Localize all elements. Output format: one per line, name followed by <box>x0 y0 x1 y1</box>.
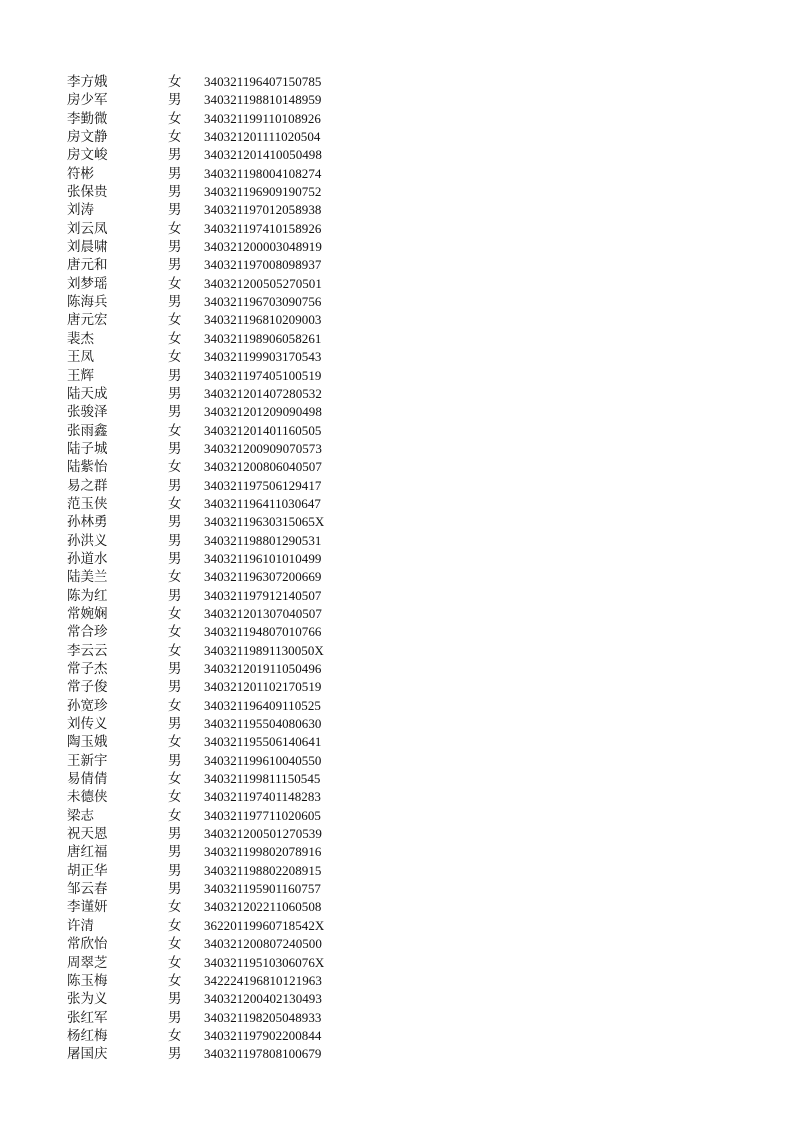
person-gender: 女 <box>168 697 182 714</box>
person-gender: 男 <box>168 92 182 109</box>
person-id-number: 340321197008098937 <box>204 257 322 273</box>
roster-row <box>67 1045 367 1063</box>
person-id-number: 340321197808100679 <box>204 1046 322 1062</box>
person-name: 常合珍 <box>67 624 108 641</box>
roster-row <box>67 788 367 806</box>
roster-row <box>67 733 367 751</box>
person-id-number: 340321201307040507 <box>204 605 322 621</box>
person-name: 李方娥 <box>67 74 108 90</box>
person-name: 未德侠 <box>67 789 108 806</box>
person-gender: 女 <box>168 422 182 439</box>
person-gender: 女 <box>168 129 182 146</box>
person-gender: 女 <box>168 624 182 641</box>
person-gender: 女 <box>168 1027 182 1044</box>
person-name: 王新宇 <box>67 752 108 769</box>
roster-row <box>67 843 367 861</box>
person-id-number: 34032119891130050X <box>204 642 324 658</box>
person-name: 张雨鑫 <box>67 422 108 439</box>
roster-row <box>67 458 367 476</box>
person-id-number: 340321197410158926 <box>204 220 322 236</box>
person-id-number: 34032119510306076X <box>204 954 325 970</box>
person-gender: 男 <box>168 844 182 861</box>
person-id-number: 340321201407280532 <box>204 385 322 401</box>
roster-row <box>67 1027 367 1045</box>
person-id-number: 340321199811150545 <box>204 771 321 787</box>
person-name: 陆美兰 <box>67 569 108 586</box>
person-name: 唐元宏 <box>67 312 108 329</box>
person-gender: 男 <box>168 440 182 457</box>
person-id-number: 340321198801290531 <box>204 532 322 548</box>
person-id-number: 340321198906058261 <box>204 330 322 346</box>
person-gender: 女 <box>168 110 182 127</box>
person-gender: 女 <box>168 936 182 953</box>
person-id-number: 340321195506140641 <box>204 734 322 750</box>
person-gender: 女 <box>168 734 182 751</box>
roster-row <box>67 385 367 403</box>
roster-row <box>67 532 367 550</box>
person-gender: 男 <box>168 1046 182 1063</box>
person-id-number: 340321201102170519 <box>204 679 322 695</box>
person-gender: 女 <box>168 330 182 347</box>
person-id-number: 340321195901160757 <box>204 881 321 897</box>
roster-row <box>67 128 367 146</box>
person-id-number: 340321198004108274 <box>204 165 322 181</box>
person-gender: 女 <box>168 642 182 659</box>
person-gender: 男 <box>168 257 182 274</box>
person-name: 常子杰 <box>67 661 108 677</box>
roster-row <box>67 311 367 329</box>
person-gender: 男 <box>168 881 182 898</box>
roster-row <box>67 220 367 238</box>
person-gender: 女 <box>168 275 182 292</box>
person-gender: 男 <box>168 1009 182 1026</box>
person-gender: 男 <box>168 587 182 604</box>
roster-row <box>67 146 367 164</box>
person-id-number: 340321202211060508 <box>204 899 322 915</box>
person-id-number: 340321196810209003 <box>204 312 322 328</box>
person-name: 易倩倩 <box>67 771 108 788</box>
person-gender: 女 <box>168 771 182 788</box>
person-gender: 男 <box>168 991 182 1008</box>
person-name: 梁志 <box>67 807 94 824</box>
person-name: 常欣怡 <box>67 936 108 953</box>
person-id-number: 340321197401148283 <box>204 789 321 805</box>
person-id-number: 340321197405100519 <box>204 367 322 383</box>
person-gender: 男 <box>168 826 182 843</box>
person-name: 王凤 <box>67 349 94 366</box>
person-gender: 男 <box>168 367 182 384</box>
person-gender: 男 <box>168 404 182 421</box>
person-id-number: 340321200909070573 <box>204 440 322 456</box>
person-gender: 男 <box>168 477 182 494</box>
person-name: 张为义 <box>67 991 108 1008</box>
person-name: 张骏泽 <box>67 404 108 421</box>
roster-row <box>67 367 367 385</box>
person-name: 房文静 <box>67 129 108 146</box>
person-name: 李勤微 <box>67 110 108 127</box>
person-id-number: 340321197711020605 <box>204 807 321 823</box>
person-id-number: 340321199802078916 <box>204 844 322 860</box>
person-id-number: 340321194807010766 <box>204 624 322 640</box>
person-gender: 男 <box>168 550 182 567</box>
person-id-number: 340321201209090498 <box>204 404 322 420</box>
person-name: 陆天成 <box>67 385 108 402</box>
roster-row <box>67 678 367 696</box>
person-id-number: 340321196409110525 <box>204 697 321 713</box>
person-id-number: 340321196411030647 <box>204 495 321 511</box>
person-id-number: 36220119960718542X <box>204 917 325 933</box>
person-gender: 男 <box>168 239 182 256</box>
roster-row <box>67 623 367 641</box>
roster-row <box>67 73 367 91</box>
person-gender: 男 <box>168 679 182 696</box>
roster-row <box>67 550 367 568</box>
roster-row <box>67 972 367 990</box>
person-name: 陶玉娥 <box>67 734 108 751</box>
person-id-number: 342224196810121963 <box>204 972 322 988</box>
person-gender: 男 <box>168 862 182 879</box>
person-gender: 男 <box>168 514 182 531</box>
person-id-number: 34032119630315065X <box>204 514 325 530</box>
roster-row <box>67 954 367 972</box>
person-id-number: 340321196703090756 <box>204 294 322 310</box>
person-id-number: 340321197912140507 <box>204 587 322 603</box>
person-name: 邹云春 <box>67 881 108 898</box>
roster-row <box>67 238 367 256</box>
person-gender: 男 <box>168 385 182 402</box>
roster-row <box>67 917 367 935</box>
roster-list <box>67 73 367 1064</box>
person-name: 房少军 <box>67 92 108 109</box>
person-id-number: 340321198802208915 <box>204 862 322 878</box>
person-gender: 男 <box>168 147 182 164</box>
roster-row <box>67 477 367 495</box>
person-gender: 女 <box>168 220 182 237</box>
person-id-number: 340321200402130493 <box>204 991 322 1007</box>
person-id-number: 340321200003048919 <box>204 239 322 255</box>
person-gender: 男 <box>168 661 182 677</box>
person-name: 张红军 <box>67 1009 108 1026</box>
roster-row <box>67 165 367 183</box>
person-id-number: 340321200501270539 <box>204 826 322 842</box>
person-id-number: 340321199610040550 <box>204 752 322 768</box>
person-id-number: 340321198810148959 <box>204 92 322 108</box>
person-id-number: 340321200807240500 <box>204 936 322 952</box>
person-gender: 女 <box>168 605 182 622</box>
roster-row <box>67 403 367 421</box>
roster-row <box>67 422 367 440</box>
person-name: 祝天恩 <box>67 826 108 843</box>
person-name: 周翠芝 <box>67 954 108 971</box>
person-name: 张保贵 <box>67 184 108 201</box>
person-id-number: 340321200505270501 <box>204 275 322 291</box>
person-gender: 女 <box>168 972 182 989</box>
roster-row <box>67 348 367 366</box>
person-name: 常子俊 <box>67 679 108 696</box>
person-name: 刘云凤 <box>67 220 108 237</box>
person-name: 许清 <box>67 917 94 934</box>
person-gender: 男 <box>168 165 182 182</box>
person-id-number: 340321201401160505 <box>204 422 322 438</box>
roster-row <box>67 91 367 109</box>
person-id-number: 340321201111020504 <box>204 129 321 145</box>
person-name: 孙宽珍 <box>67 697 108 714</box>
person-name: 王辉 <box>67 367 94 384</box>
person-name: 胡正华 <box>67 862 108 879</box>
person-name: 刘传义 <box>67 716 108 733</box>
person-id-number: 340321196101010499 <box>204 550 322 566</box>
roster-row <box>67 495 367 513</box>
person-name: 陈海兵 <box>67 294 108 311</box>
person-name: 刘梦瑶 <box>67 275 108 292</box>
person-id-number: 340321197012058938 <box>204 202 322 218</box>
roster-row <box>67 1009 367 1027</box>
roster-row <box>67 880 367 898</box>
person-name: 刘晨啸 <box>67 239 108 256</box>
person-id-number: 340321201911050496 <box>204 661 322 676</box>
person-name: 易之群 <box>67 477 108 494</box>
person-gender: 女 <box>168 569 182 586</box>
roster-row <box>67 201 367 219</box>
roster-row <box>67 587 367 605</box>
person-gender: 女 <box>168 954 182 971</box>
roster-row <box>67 807 367 825</box>
person-gender: 男 <box>168 532 182 549</box>
person-gender: 男 <box>168 184 182 201</box>
person-name: 房文峻 <box>67 147 108 164</box>
roster-row <box>67 862 367 880</box>
person-id-number: 340321196407150785 <box>204 74 322 89</box>
person-id-number: 340321199903170543 <box>204 349 322 365</box>
roster-row <box>67 697 367 715</box>
roster-row <box>67 110 367 128</box>
person-id-number: 340321197902200844 <box>204 1027 322 1043</box>
person-gender: 男 <box>168 716 182 733</box>
roster-row <box>67 715 367 733</box>
person-id-number: 340321199110108926 <box>204 110 321 126</box>
person-id-number: 340321195504080630 <box>204 716 322 732</box>
roster-row <box>67 752 367 770</box>
roster-row <box>67 825 367 843</box>
roster-row <box>67 513 367 531</box>
person-name: 唐红福 <box>67 844 108 861</box>
roster-row <box>67 605 367 623</box>
roster-row <box>67 440 367 458</box>
person-name: 陈玉梅 <box>67 972 108 989</box>
person-gender: 男 <box>168 294 182 311</box>
person-gender: 男 <box>168 752 182 769</box>
person-gender: 女 <box>168 459 182 476</box>
person-name: 唐元和 <box>67 257 108 274</box>
person-name: 范玉侠 <box>67 495 108 512</box>
roster-row <box>67 770 367 788</box>
person-name: 刘涛 <box>67 202 94 219</box>
person-id-number: 340321196307200669 <box>204 569 322 585</box>
person-id-number: 340321201410050498 <box>204 147 322 163</box>
person-gender: 女 <box>168 917 182 934</box>
person-name: 屠国庆 <box>67 1046 108 1063</box>
roster-row <box>67 660 367 678</box>
person-name: 常婉娴 <box>67 605 108 622</box>
person-id-number: 340321196909190752 <box>204 184 322 200</box>
person-gender: 女 <box>168 74 182 90</box>
roster-row <box>67 330 367 348</box>
person-name: 陆紫怡 <box>67 459 108 476</box>
roster-row <box>67 990 367 1008</box>
roster-row <box>67 256 367 274</box>
person-gender: 女 <box>168 899 182 916</box>
person-gender: 男 <box>168 202 182 219</box>
person-name: 符彬 <box>67 165 94 182</box>
roster-row <box>67 275 367 293</box>
roster-row <box>67 898 367 916</box>
person-name: 李云云 <box>67 642 108 659</box>
person-name: 陈为红 <box>67 587 108 604</box>
roster-row <box>67 642 367 660</box>
roster-row <box>67 568 367 586</box>
person-name: 孙道水 <box>67 550 108 567</box>
person-name: 李谨妍 <box>67 899 108 916</box>
person-id-number: 340321197506129417 <box>204 477 322 493</box>
person-name: 陆子城 <box>67 440 108 457</box>
person-id-number: 340321198205048933 <box>204 1009 322 1025</box>
person-id-number: 340321200806040507 <box>204 459 322 475</box>
person-gender: 女 <box>168 349 182 366</box>
person-name: 裴杰 <box>67 330 94 347</box>
roster-row <box>67 935 367 953</box>
person-gender: 女 <box>168 789 182 806</box>
roster-row <box>67 293 367 311</box>
person-gender: 女 <box>168 495 182 512</box>
person-name: 孙洪义 <box>67 532 108 549</box>
person-gender: 女 <box>168 807 182 824</box>
person-name: 孙林勇 <box>67 514 108 531</box>
person-gender: 女 <box>168 312 182 329</box>
person-name: 杨红梅 <box>67 1027 108 1044</box>
roster-row <box>67 183 367 201</box>
